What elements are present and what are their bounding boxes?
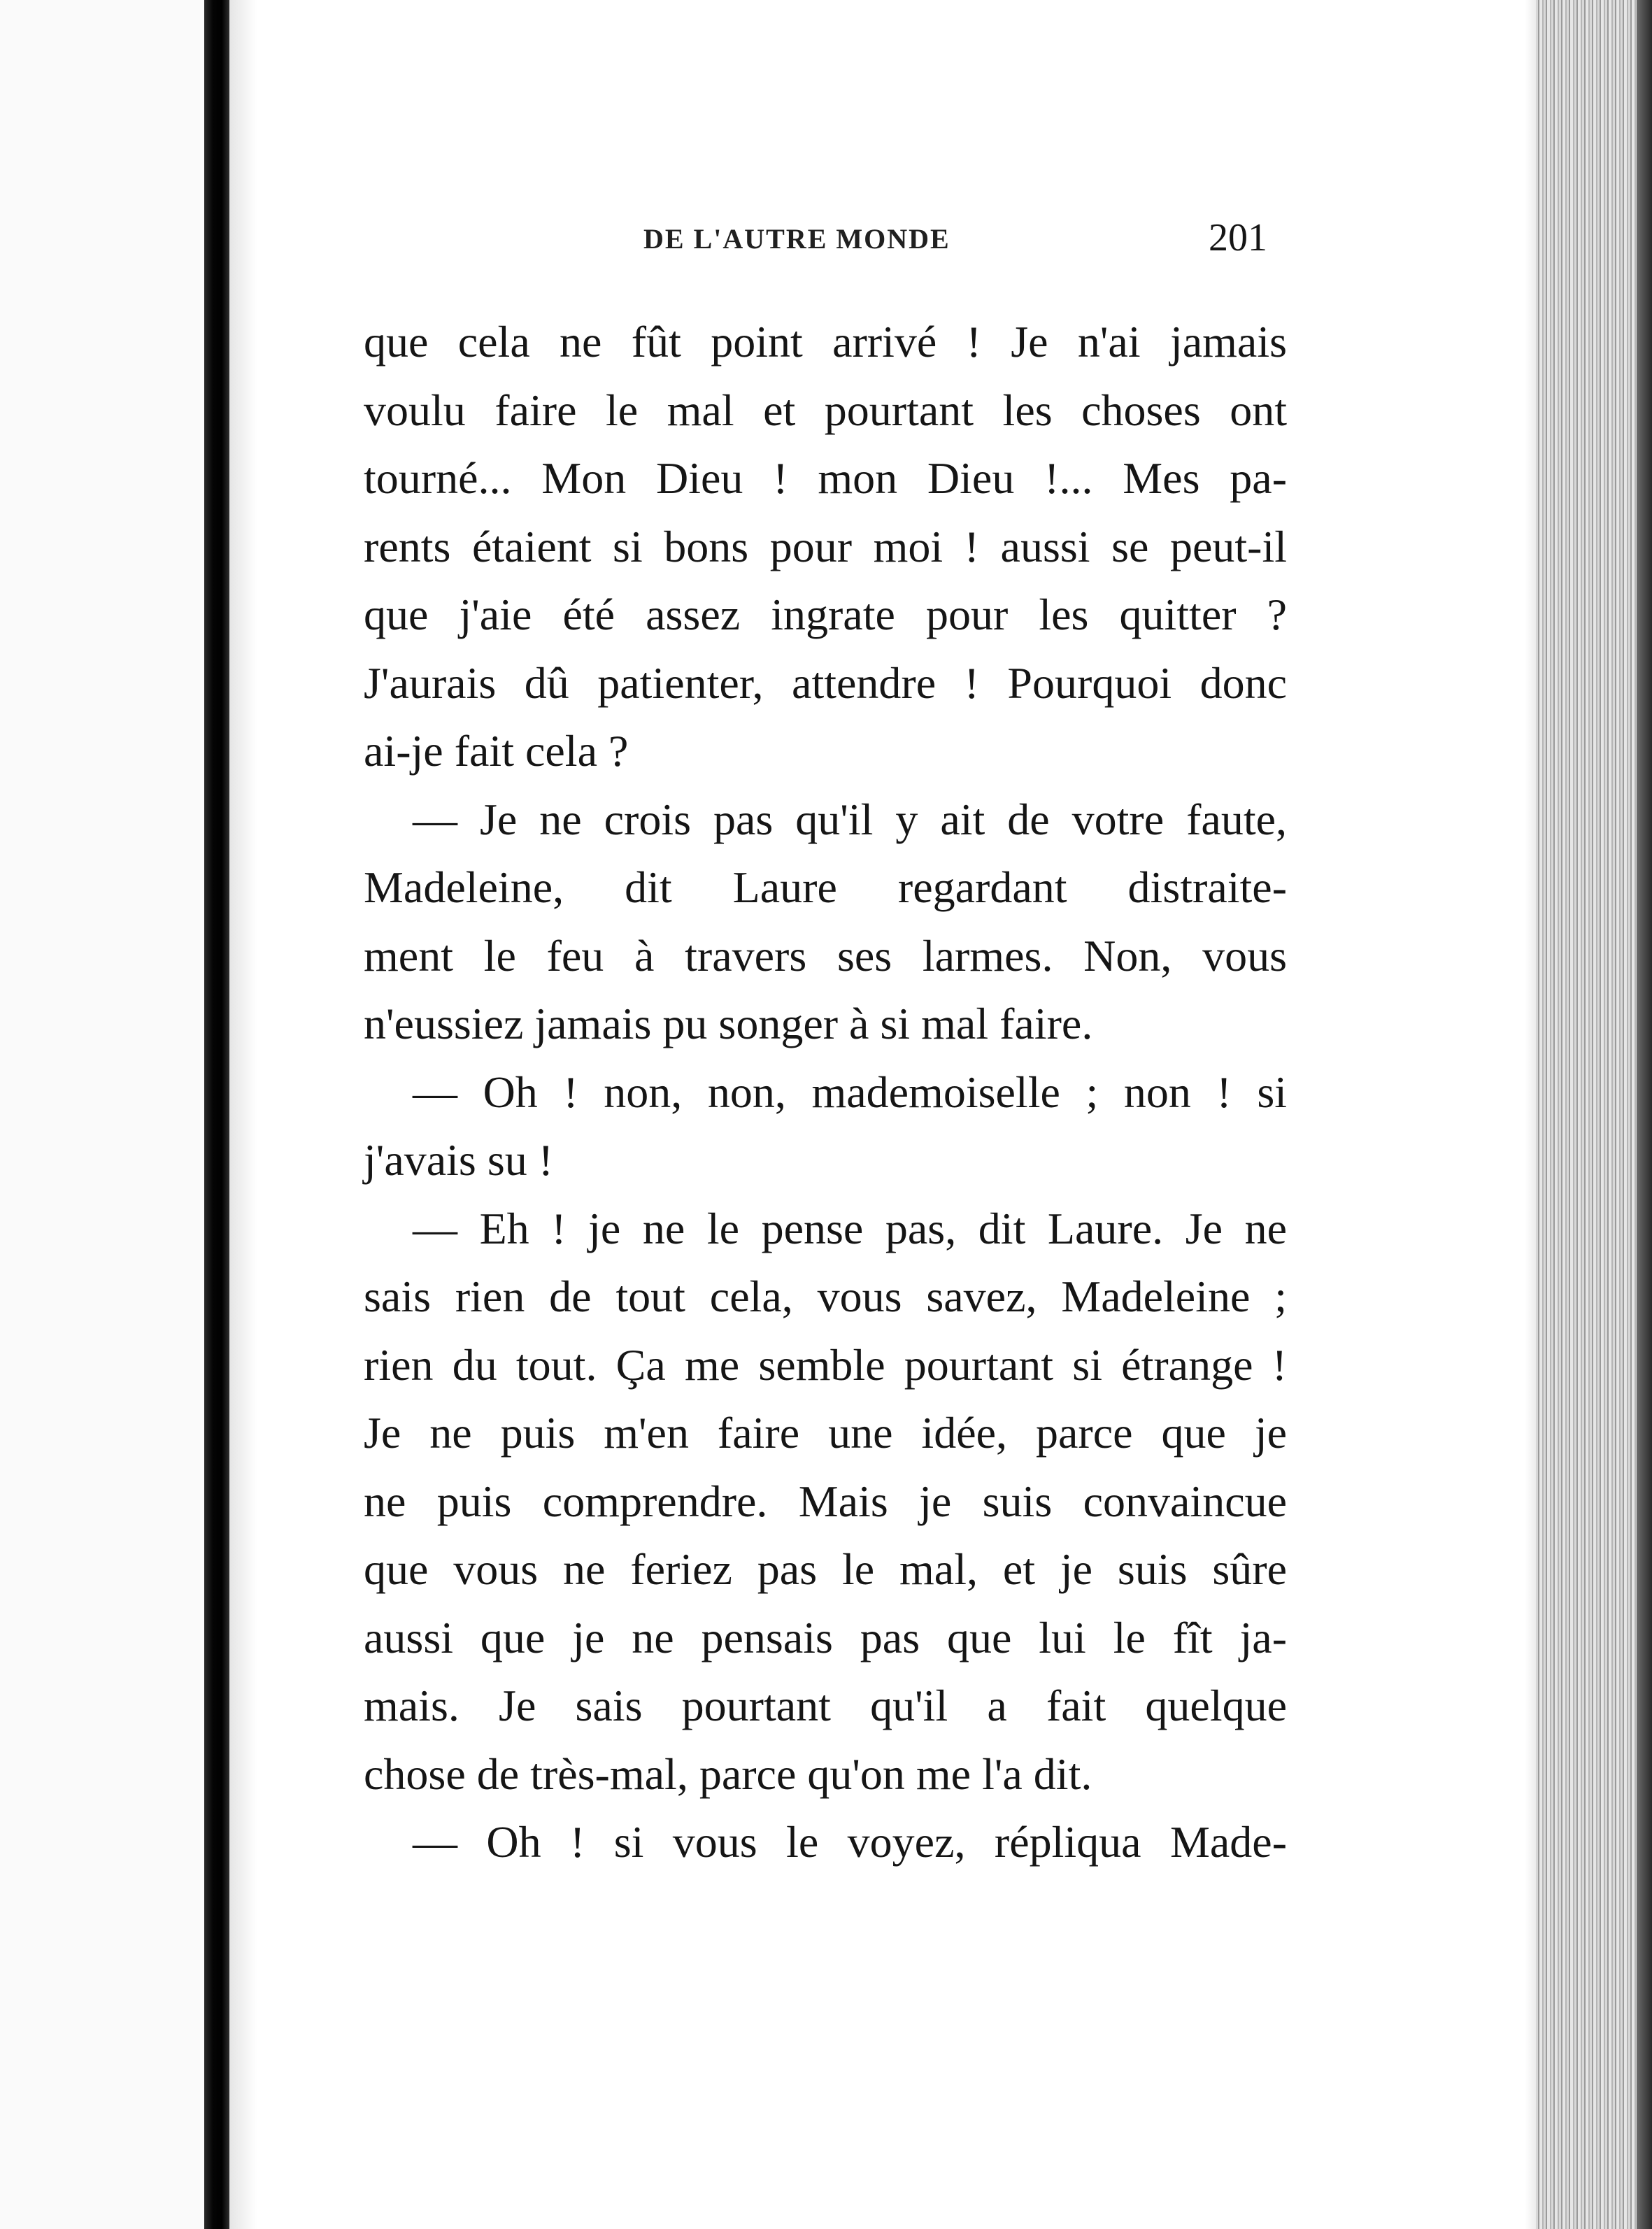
text-line: rien du tout. Ça me semble pourtant si étrange !	[364, 1339, 1287, 1390]
running-head: DE L'AUTRE MONDE	[643, 223, 950, 255]
text-line: — Eh ! je ne le pense pas, dit Laure. Je ne	[413, 1203, 1287, 1253]
text-line: ne puis comprendre. Mais je suis convaincue	[364, 1476, 1287, 1526]
text-line: Madeleine, dit Laure regardant distraite-	[364, 862, 1287, 912]
page-edges-dark	[1637, 0, 1652, 2229]
text-line: — Oh ! si vous le voyez, répliqua Made-	[413, 1817, 1287, 1867]
text-line: aussi que je ne pensais pas que lui le fît ja-	[364, 1612, 1287, 1662]
text-line: J'aurais dû patienter, attendre ! Pourquoi donc	[364, 657, 1287, 708]
text-line: tourné... Mon Dieu ! mon Dieu !... Mes pa-	[364, 453, 1287, 503]
text-line: voulu faire le mal et pourtant les choses ont	[364, 385, 1287, 435]
text-line: — Oh ! non, non, mademoiselle ; non ! si	[413, 1067, 1287, 1117]
text-line: — Je ne crois pas qu'il y ait de votre faute,	[413, 794, 1287, 844]
text-line: j'avais su !	[364, 1135, 554, 1185]
text-line: n'eussiez jamais pu songer à si mal faire.	[364, 999, 1093, 1048]
text-line: que cela ne fût point arrivé ! Je n'ai jamais	[364, 317, 1287, 366]
page-edges	[1536, 0, 1652, 2229]
text-line: Je ne puis m'en faire une idée, parce que je	[364, 1408, 1287, 1458]
text-line: ai-je fait cela ?	[364, 726, 629, 776]
facing-page	[0, 0, 204, 2229]
text-line: chose de très-mal, parce qu'on me l'a dit.	[364, 1749, 1092, 1799]
page-number: 201	[1209, 216, 1267, 259]
text-line: sais rien de tout cela, vous savez, Madeleine ;	[364, 1272, 1287, 1321]
text-line: que vous ne feriez pas le mal, et je suis sûre	[364, 1544, 1287, 1594]
book-gutter	[204, 0, 229, 2229]
text-line: ment le feu à travers ses larmes. Non, vous	[364, 930, 1287, 981]
gutter-shadow	[229, 0, 257, 2229]
text-line: que j'aie été assez ingrate pour les quitter ?	[364, 590, 1287, 639]
body-text	[364, 308, 1287, 1877]
text-line: mais. Je sais pourtant qu'il a fait quelque	[364, 1681, 1287, 1730]
text-line: rents étaient si bons pour moi ! aussi se peut-il	[364, 521, 1287, 571]
